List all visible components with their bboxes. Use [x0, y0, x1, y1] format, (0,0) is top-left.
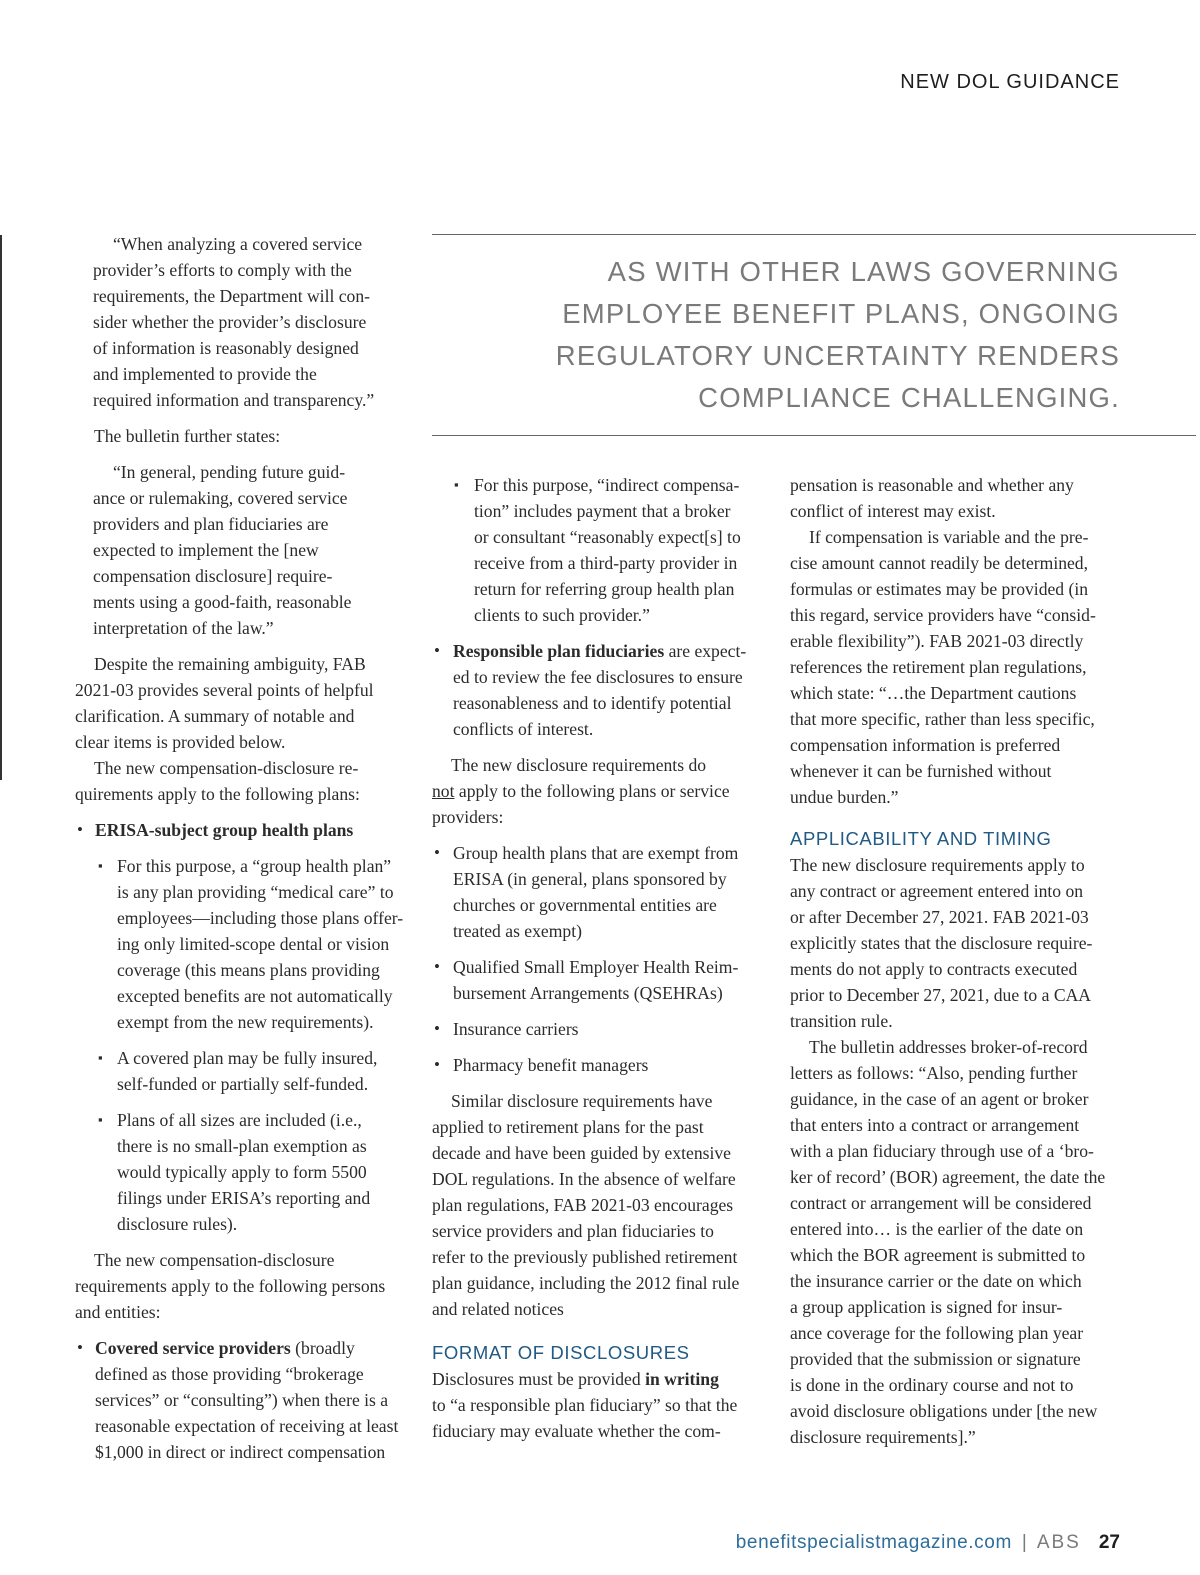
paragraph — [75, 423, 415, 449]
footer-website[interactable]: benefitspecialistmagazine.com — [735, 1532, 1012, 1553]
text-line: reasonable expectation of receiving at least — [95, 1416, 399, 1436]
text-line: churches or governmental entities are — [453, 895, 717, 915]
text-line: excepted benefits are not automatically — [117, 986, 393, 1006]
bullet-item — [432, 1016, 767, 1042]
text-line: Covered service providers (broadly — [95, 1338, 355, 1358]
text-line: tion” includes payment that a broker — [474, 501, 731, 521]
paragraph — [790, 1034, 1130, 1450]
text-line: ERISA (in general, plans sponsored by — [453, 869, 727, 889]
text-line: formulas or estimates may be provided (in — [790, 579, 1089, 599]
text-line: Despite the remaining ambiguity, FAB — [94, 654, 366, 674]
bullet-dot-icon: • — [77, 820, 83, 839]
text-line: entered into… is the earlier of the date on — [790, 1219, 1084, 1239]
pull-quote-line: AS WITH OTHER LAWS GOVERNING — [607, 256, 1120, 287]
text-line: or after December 27, 2021. FAB 2021-03 — [790, 907, 1089, 927]
text-line: ing only limited-scope dental or vision — [117, 934, 390, 954]
text-line: provided that the submission or signature — [790, 1349, 1081, 1369]
column-right — [790, 472, 1130, 1450]
paragraph — [432, 752, 767, 830]
bullet-dot-icon: • — [77, 1338, 83, 1357]
paragraph — [790, 852, 1130, 1034]
section-label: NEW DOL GUIDANCE — [900, 71, 1120, 93]
text-line: filings under ERISA’s reporting and — [117, 1188, 371, 1208]
text-line: quirements apply to the following plans: — [75, 784, 360, 804]
text-line: and implemented to provide the — [93, 364, 317, 384]
text-line: Insurance carriers — [453, 1019, 579, 1039]
text-line: is any plan providing “medical care” to — [117, 882, 394, 902]
text-line: whenever it can be furnished without — [790, 761, 1052, 781]
text-line: guidance, in the case of an agent or broker — [790, 1089, 1089, 1109]
square-bullet-icon: ▪ — [98, 1112, 103, 1127]
text-line: prior to December 27, 2021, due to a CAA — [790, 985, 1091, 1005]
text-line: which state: “…the Department cautions — [790, 683, 1077, 703]
text-line: contract or arrangement will be considered — [790, 1193, 1092, 1213]
text-line: any contract or agreement entered into on — [790, 881, 1084, 901]
text-line: sider whether the provider’s disclosure — [93, 312, 367, 332]
text-line: clients to such provider.” — [474, 605, 650, 625]
square-bullet-icon: ▪ — [98, 1050, 103, 1065]
text-line: defined as those providing “brokerage — [95, 1364, 364, 1384]
page-footer — [736, 1532, 1120, 1554]
text-line: A covered plan may be fully insured, — [117, 1048, 378, 1068]
text-line: provider’s efforts to comply with the — [93, 260, 352, 280]
block-quote — [93, 231, 415, 413]
text-line: Pharmacy benefit managers — [453, 1055, 649, 1075]
text-line: exempt from the new requirements). — [117, 1012, 374, 1032]
text-line: bursement Arrangements (QSEHRAs) — [453, 983, 723, 1003]
text-line: undue burden.” — [790, 787, 899, 807]
bullet-item — [432, 954, 767, 1006]
square-bullet-icon: ▪ — [98, 858, 103, 873]
text-line: clarification. A summary of notable and — [75, 706, 355, 726]
bullet-item — [432, 840, 767, 944]
text-line: references the retirement plan regulations, — [790, 657, 1087, 677]
section-heading: FORMAT OF DISCLOSURES — [432, 1342, 690, 1363]
text-line: Plans of all sizes are included (i.e., — [117, 1110, 362, 1130]
text-line: and entities: — [75, 1302, 161, 1322]
text-line: fiduciary may evaluate whether the com- — [432, 1421, 721, 1441]
text-line: ker of record’ (BOR) agreement, the date the — [790, 1167, 1106, 1187]
text-line: treated as exempt) — [453, 921, 582, 941]
paragraph — [790, 524, 1130, 810]
text-line: Qualified Small Employer Health Reim- — [453, 957, 739, 977]
text-line: $1,000 in direct or indirect compensation — [95, 1442, 386, 1462]
bullet-dot-icon: • — [434, 843, 440, 862]
text-line: receive from a third-party provider in — [474, 553, 738, 573]
text-line: The new compensation-disclosure — [94, 1250, 335, 1270]
paragraph — [75, 755, 415, 807]
text-line: For this purpose, “indirect compensa- — [474, 475, 740, 495]
sub-bullet-item — [75, 1045, 415, 1097]
bullet-item — [75, 1335, 415, 1465]
text-line: Responsible plan fiduciaries are expect- — [453, 641, 747, 661]
text-line: Disclosures must be provided in writing — [432, 1369, 719, 1389]
text-line: with a plan fiduciary through use of a ‘bro- — [790, 1141, 1094, 1161]
page-number: 27 — [1098, 1532, 1120, 1553]
text-line: erable flexibility”). FAB 2021-03 directly — [790, 631, 1084, 651]
text-line: would typically apply to form 5500 — [117, 1162, 367, 1182]
text-line: conflicts of interest. — [453, 719, 594, 739]
text-line: there is no small-plan exemption as — [117, 1136, 367, 1156]
text-line: The bulletin addresses broker-of-record — [809, 1037, 1088, 1057]
text-line: Group health plans that are exempt from — [453, 843, 739, 863]
text-line: conflict of interest may exist. — [790, 501, 996, 521]
text-line: For this purpose, a “group health plan” — [117, 856, 392, 876]
text-line: service providers and plan fiduciaries to — [432, 1221, 714, 1241]
text-line: plan guidance, including the 2012 final rule — [432, 1273, 740, 1293]
text-line: The new compensation-disclosure re- — [94, 758, 359, 778]
text-line: If compensation is variable and the pre- — [809, 527, 1089, 547]
text-line: compensation disclosure] require- — [93, 566, 333, 586]
bullet-dot-icon: • — [434, 641, 440, 660]
text-line: letters as follows: “Also, pending further — [790, 1063, 1078, 1083]
text-line: self-funded or partially self-funded. — [117, 1074, 369, 1094]
bullet-dot-icon: • — [434, 957, 440, 976]
text-line: providers: — [432, 807, 504, 827]
paragraph — [790, 472, 1130, 524]
text-line: a group application is signed for insur- — [790, 1297, 1063, 1317]
text-line: reasonableness and to identify potential — [453, 693, 732, 713]
text-line: requirements, the Department will con- — [93, 286, 371, 306]
sub-bullet-item — [432, 472, 767, 628]
paragraph — [75, 651, 415, 755]
sub-bullet-item — [75, 1107, 415, 1237]
paragraph — [75, 1247, 415, 1325]
text-line: employees—including those plans offer- — [117, 908, 404, 928]
pull-quote-line: REGULATORY UNCERTAINTY RENDERS — [555, 340, 1120, 371]
text-line: required information and transparency.” — [93, 390, 375, 410]
pull-quote — [432, 234, 1196, 436]
text-line: interpretation of the law.” — [93, 618, 274, 638]
text-line: refer to the previously published retirement — [432, 1247, 738, 1267]
text-line: requirements apply to the following persons — [75, 1276, 386, 1296]
text-line: disclosure requirements].” — [790, 1427, 976, 1447]
text-line: ments using a good-faith, reasonable — [93, 592, 352, 612]
text-line: ance coverage for the following plan year — [790, 1323, 1084, 1343]
text-line: ERISA-subject group health plans — [95, 820, 354, 840]
text-line: compensation information is preferred — [790, 735, 1061, 755]
text-line: The bulletin further states: — [94, 426, 281, 446]
text-line: avoid disclosure obligations under [the new — [790, 1401, 1098, 1421]
bullet-dot-icon: • — [434, 1055, 440, 1074]
text-line: plan regulations, FAB 2021-03 encourages — [432, 1195, 734, 1215]
section-heading: APPLICABILITY AND TIMING — [790, 828, 1052, 849]
square-bullet-icon: ▪ — [454, 477, 459, 492]
footer-separator: | — [1021, 1532, 1027, 1553]
text-line: of information is reasonably designed — [93, 338, 359, 358]
text-line: clear items is provided below. — [75, 732, 286, 752]
footer-publication: ABS — [1036, 1532, 1081, 1553]
text-line: decade and have been guided by extensive — [432, 1143, 731, 1163]
text-line: providers and plan fiduciaries are — [93, 514, 329, 534]
text-line: ments do not apply to contracts executed — [790, 959, 1078, 979]
paragraph — [432, 1366, 767, 1444]
pull-quote-line: COMPLIANCE CHALLENGING. — [698, 382, 1120, 413]
pull-quote-line: EMPLOYEE BENEFIT PLANS, ONGOING — [562, 298, 1120, 329]
block-quote — [93, 459, 415, 641]
paragraph — [432, 1088, 767, 1322]
text-line: Similar disclosure requirements have — [451, 1091, 713, 1111]
column-middle — [432, 472, 767, 1444]
text-line: that more specific, rather than less specific, — [790, 709, 1095, 729]
sub-bullet-item — [75, 853, 415, 1035]
text-line: which the BOR agreement is submitted to — [790, 1245, 1086, 1265]
text-line: The new disclosure requirements apply to — [790, 855, 1085, 875]
text-line: disclosure rules). — [117, 1214, 238, 1234]
column-left — [75, 231, 415, 1465]
text-line: and related notices — [432, 1299, 564, 1319]
text-line: pensation is reasonable and whether any — [790, 475, 1074, 495]
text-line: 2021-03 provides several points of helpful — [75, 680, 374, 700]
text-line: ed to review the fee disclosures to ensure — [453, 667, 743, 687]
text-line: return for referring group health plan — [474, 579, 735, 599]
text-line: “In general, pending future guid- — [113, 462, 346, 482]
bullet-dot-icon: • — [434, 1019, 440, 1038]
text-line: transition rule. — [790, 1011, 893, 1031]
text-line: the insurance carrier or the date on which — [790, 1271, 1082, 1291]
text-line: expected to implement the [new — [93, 540, 319, 560]
text-line: The new disclosure requirements do — [451, 755, 707, 775]
text-line: that enters into a contract or arrangement — [790, 1115, 1080, 1135]
text-line: not apply to the following plans or service — [432, 781, 730, 801]
text-line: this regard, service providers have “consid- — [790, 605, 1096, 625]
text-line: applied to retirement plans for the past — [432, 1117, 704, 1137]
bullet-item — [432, 638, 767, 742]
text-line: is done in the ordinary course and not to — [790, 1375, 1074, 1395]
left-margin-rule — [0, 235, 2, 780]
text-line: coverage (this means plans providing — [117, 960, 380, 980]
text-line: to “a responsible plan fiduciary” so that the — [432, 1395, 738, 1415]
bullet-item — [432, 1052, 767, 1078]
text-line: or consultant “reasonably expect[s] to — [474, 527, 741, 547]
text-line: explicitly states that the disclosure require- — [790, 933, 1093, 953]
text-line: services” or “consulting”) when there is a — [95, 1390, 389, 1410]
text-line: DOL regulations. In the absence of welfare — [432, 1169, 736, 1189]
text-line: cise amount cannot readily be determined, — [790, 553, 1089, 573]
bullet-item — [75, 817, 415, 843]
text-line: “When analyzing a covered service — [113, 234, 363, 254]
text-line: ance or rulemaking, covered service — [93, 488, 348, 508]
